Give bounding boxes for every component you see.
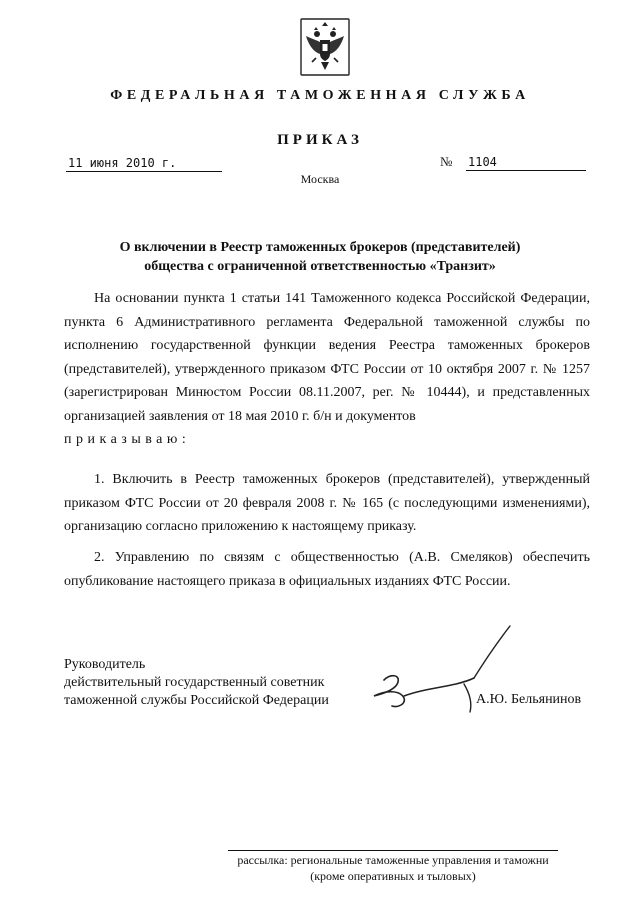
number-sign: № [440,154,453,169]
order-word: приказываю: [64,432,191,447]
distribution-divider [228,850,558,851]
agency-name: ФЕДЕРАЛЬНАЯ ТАМОЖЕННАЯ СЛУЖБА [110,88,530,103]
order-date: 11 июня 2010 г. [66,156,222,172]
main-paragraph-text: На основании пункта 1 статьи 141 Таможенного кодекса Российской Федерации, пункта 6 Административного регламента Федеральной таможенной службы по исполнению государственной функции ведения Реестра таможенных брокеров (представителей), утвержденного приказом ФТС России от 10 октября 2007 г. № 1257 (зарегистрирован Минюстом России 08.11.2007, рег. № 10444), и представленных организацией заявления от 18 мая 2010 г. б/н и документов [64,291,590,424]
main-paragraph [64,287,590,452]
city-label: Москва [300,172,340,186]
document-title [0,238,640,276]
signatory-title-line-3: таможенной службы Российской Федерации [64,693,329,708]
order-number [440,154,590,171]
order-number-value: 1104 [466,154,586,171]
distribution-line-2: (кроме оперативных и тыловых) [310,869,476,883]
double-headed-eagle-icon [300,18,350,76]
order-item-2-text: 2. Управлению по связям с общественностью (А.В. Смеляков) обеспечить опубликование настоящего приказа в официальных изданиях ФТС России. [64,550,590,589]
document-title-line-1: О включении в Реестр таможенных брокеров (представителей) [119,240,521,255]
order-item-1 [64,468,590,539]
distribution-line-1: рассылка: региональные таможенные управления и таможни [237,853,549,867]
signatory-title-line-1: Руководитель [64,657,146,672]
order-heading: ПРИКАЗ [277,132,363,148]
order-item-2 [64,546,590,593]
document-title-line-2: общества с ограниченной ответственностью «Транзит» [144,259,496,274]
coat-of-arms-emblem [300,18,350,76]
signatory-block [64,656,364,710]
signer-name: А.Ю. Бельянинов [476,692,582,707]
signatory-title-line-2: действительный государственный советник [64,675,325,690]
order-item-1-text: 1. Включить в Реестр таможенных брокеров (представителей), утвержденный приказом ФТС России от 20 февраля 2008 г. № 165 (с последующими изменениями), организацию согласно приложению к настоящему приказу. [64,472,590,534]
distribution-note [200,852,586,884]
